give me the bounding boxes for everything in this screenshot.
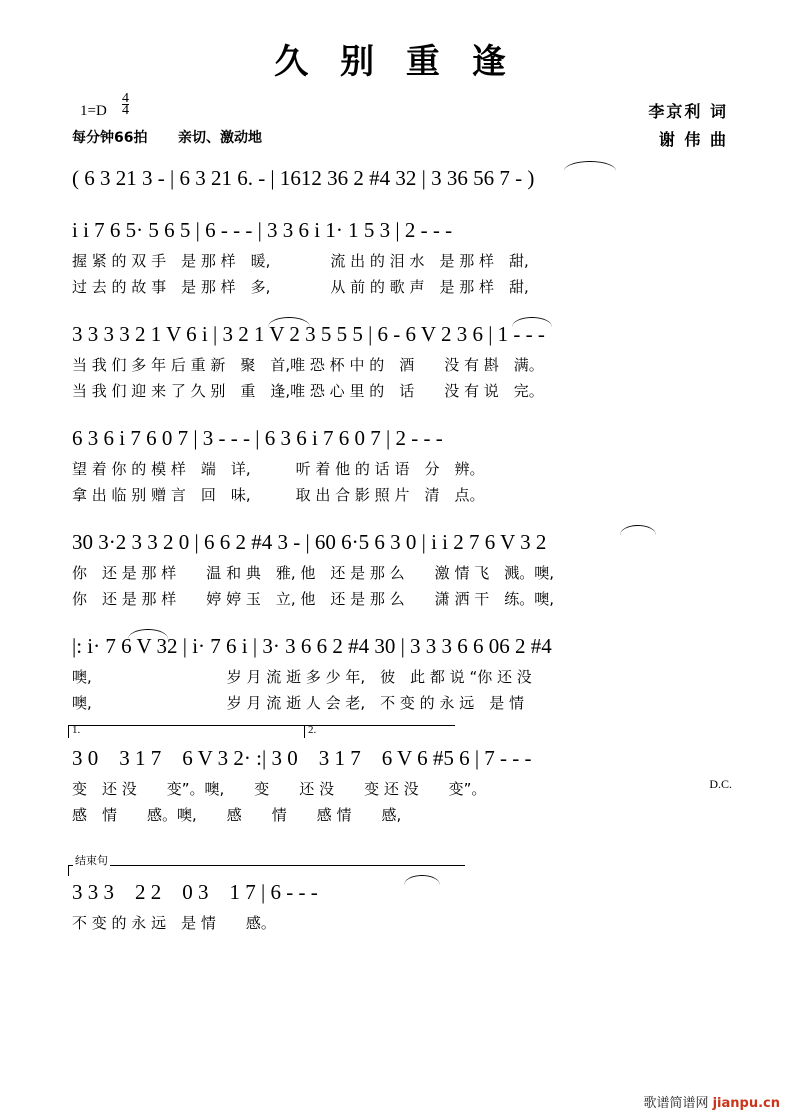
lyric-line-1: 不 变 的 永 远 是 情 感。 (72, 914, 276, 932)
composer-credit: 谢 伟 曲 (658, 130, 728, 149)
note-row: 3 3 3 2 2 0 3 1 7 | 6 - - - (72, 880, 318, 904)
note-row: 3 3 3 3 2 1 V 6 i | 3 2 1 V 2 3 5 5 5 | 6 - 6 V 2 3 6 | 1 - - - (72, 322, 545, 346)
lyric-line-2: 你 还 是 那 样 婷 婷 玉 立, 他 还 是 那 么 潇 洒 干 练。噢, (72, 590, 554, 608)
coda-label: 结束句 (75, 854, 108, 867)
expression-marking: 亲切、激动地 (178, 130, 262, 146)
ending-bracket-2 (304, 725, 455, 738)
time-signature (122, 93, 129, 116)
score-header (0, 91, 790, 153)
lyric-line-2: 当 我 们 迎 来 了 久 别 重 逢,唯 恐 心 里 的 话 没 有 说 完。 (72, 382, 544, 400)
lyric-line-2: 过 去 的 故 事 是 那 样 多, 从 前 的 歌 声 是 那 样 甜, (72, 278, 529, 296)
lyric-line-2: 噢, 岁 月 流 逝 人 会 老, 不 变 的 永 远 是 情 (72, 694, 524, 712)
music-system-8 (72, 854, 728, 937)
music-system-3 (72, 315, 728, 405)
lyric-line-1: 望 着 你 的 模 样 端 详, 听 着 他 的 话 语 分 辨。 (72, 460, 485, 478)
lyric-line-1: 噢, 岁 月 流 逝 多 少 年, 彼 此 都 说 “你 还 没 (72, 668, 532, 686)
note-row: i i 7 6 5· 5 6 5 | 6 - - - | 3 3 6 i 1· 1 5 3 | 2 - - - (72, 218, 453, 242)
music-system-2 (72, 211, 728, 301)
lyric-line-2: 拿 出 临 别 赠 言 回 味, 取 出 合 影 照 片 清 点。 (72, 486, 485, 504)
da-capo-marking: D.C. (709, 777, 732, 791)
lyric-line-1: 握 紧 的 双 手 是 那 样 暖, 流 出 的 泪 水 是 那 样 甜, (72, 252, 529, 270)
music-system-4 (72, 419, 728, 509)
note-row: ( 6 3 21 3 - | 6 3 21 6. - | 1612 36 2 #4 32 | 3 36 56 7 - ) (72, 166, 535, 190)
key-signature: 1=D (80, 103, 107, 119)
music-system-5 (72, 523, 728, 613)
watermark-site: jianpu.cn (712, 1096, 780, 1111)
note-row: 3 0 3 1 7 6 V 3 2· :| 3 0 3 1 7 6 V 6 #5 6 | 7 - - - (72, 746, 532, 770)
ending-number-2: 2. (308, 724, 317, 736)
lyricist-credit: 李京利 词 (648, 102, 728, 121)
watermark-text: 歌谱简谱网 (643, 1096, 709, 1111)
tempo-marking: 每分钟66拍 (72, 130, 148, 146)
note-row: 6 3 6 i 7 6 0 7 | 3 - - - | 6 3 6 i 7 6 0 7 | 2 - - - (72, 426, 443, 450)
music-system-1 (72, 159, 728, 197)
lyric-line-1: 变 还 没 变”。噢, 变 还 没 变 还 没 变”。 (72, 780, 487, 798)
time-signature-numerator: 4 (122, 91, 129, 106)
note-row: |: i· 7 6 V 32 | i· 7 6 i | 3· 3 6 6 2 #4 30 | 3 3 3 6 6 06 2 #4 (72, 634, 552, 658)
watermark (643, 1092, 780, 1111)
note-row: 30 3·2 3 3 2 0 | 6 6 2 #4 3 - | 60 6·5 6 3 0 | i i 2 7 6 V 3 2 (72, 530, 547, 554)
ending-number-1: 1. (72, 724, 81, 736)
music-system-6 (72, 627, 728, 717)
lyric-line-1: 你 还 是 那 样 温 和 典 雅, 他 还 是 那 么 激 情 飞 溅。噢, (72, 564, 554, 582)
time-signature-denominator: 4 (122, 103, 129, 118)
lyric-line-2: 感 情 感。噢, 感 情 感 情 感, (72, 806, 402, 824)
music-system-7 (72, 724, 732, 829)
lyric-line-1: 当 我 们 多 年 后 重 新 聚 首,唯 恐 杯 中 的 酒 没 有 斟 满。 (72, 356, 544, 374)
page-title: 久 别 重 逢 (274, 42, 516, 82)
coda-bracket (68, 854, 465, 876)
